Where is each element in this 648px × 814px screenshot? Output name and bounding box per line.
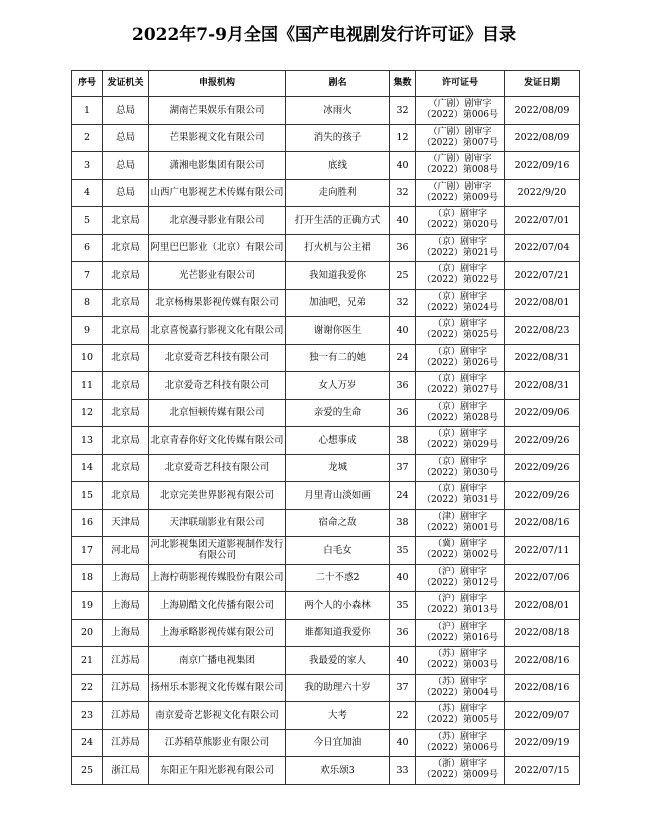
license-line-2: （2022）第020号 <box>421 220 499 231</box>
cell-issuer: 北京局 <box>103 234 149 262</box>
license-table <box>71 70 580 785</box>
license-line-2: （2022）第030号 <box>421 467 499 478</box>
cell-no: 13 <box>72 427 103 455</box>
table-row <box>72 619 580 647</box>
cell-license <box>416 757 505 785</box>
license-line-1: （广剧）剧审字 <box>428 181 492 192</box>
cell-no: 8 <box>72 289 103 317</box>
cell-license <box>416 647 505 675</box>
cell-drama: 我知道我爱你 <box>286 262 390 290</box>
cell-drama: 月里青山淡如画 <box>286 482 390 510</box>
cell-no: 9 <box>72 317 103 345</box>
cell-no: 17 <box>72 537 103 565</box>
cell-org: 北京爱奇艺科技有限公司 <box>149 454 286 482</box>
cell-drama: 谢谢你医生 <box>286 317 390 345</box>
license-line-2: （2022）第021号 <box>421 247 499 258</box>
cell-issuer: 上海局 <box>103 619 149 647</box>
license-line-1: （京）剧审字 <box>432 264 487 275</box>
cell-episodes: 35 <box>390 592 416 620</box>
cell-no: 19 <box>72 592 103 620</box>
cell-org: 天津联瑞影业有限公司 <box>149 509 286 537</box>
cell-episodes: 40 <box>390 564 416 592</box>
table-row <box>72 344 580 372</box>
table-row <box>72 179 580 207</box>
cell-episodes: 37 <box>390 454 416 482</box>
cell-issuer: 北京局 <box>103 262 149 290</box>
cell-org: 阿里巴巴影业（北京）有限公司 <box>149 234 286 262</box>
license-line-2: （2022）第004号 <box>421 687 499 698</box>
cell-date: 2022/09/26 <box>505 454 580 482</box>
cell-date: 2022/08/01 <box>505 289 580 317</box>
cell-no: 11 <box>72 372 103 400</box>
cell-date: 2022/09/26 <box>505 427 580 455</box>
cell-drama: 冰雨火 <box>286 97 390 125</box>
cell-org: 南京爱奇艺影视文化有限公司 <box>149 702 286 730</box>
cell-license <box>416 674 505 702</box>
cell-org: 东阳正午阳光影视有限公司 <box>149 757 286 785</box>
cell-license <box>416 152 505 180</box>
license-line-1: （广剧）剧审字 <box>428 99 492 110</box>
cell-issuer: 江苏局 <box>103 729 149 757</box>
cell-drama: 女人万岁 <box>286 372 390 400</box>
cell-license <box>416 454 505 482</box>
header-no: 序号 <box>72 71 103 97</box>
cell-org: 南京广播电视集团 <box>149 647 286 675</box>
cell-org: 芒果影视文化有限公司 <box>149 124 286 152</box>
license-line-2: （2022）第006号 <box>421 110 499 121</box>
cell-org: 河北影视集团天道影视制作发行有限公司 <box>149 537 286 565</box>
cell-drama: 我最爱的家人 <box>286 647 390 675</box>
table-row <box>72 124 580 152</box>
license-line-1: （京）剧审字 <box>432 346 487 357</box>
cell-issuer: 北京局 <box>103 482 149 510</box>
cell-issuer: 总局 <box>103 152 149 180</box>
header-license: 许可证号 <box>416 71 505 97</box>
cell-no: 21 <box>72 647 103 675</box>
cell-license <box>416 124 505 152</box>
cell-date: 2022/08/31 <box>505 344 580 372</box>
license-line-2: （2022）第006号 <box>421 742 499 753</box>
table-row <box>72 97 580 125</box>
cell-org: 湖南芒果娱乐有限公司 <box>149 97 286 125</box>
cell-drama: 欢乐颂3 <box>286 757 390 785</box>
cell-issuer: 上海局 <box>103 564 149 592</box>
header-episodes: 集数 <box>390 71 416 97</box>
cell-date: 2022/09/19 <box>505 729 580 757</box>
cell-no: 24 <box>72 729 103 757</box>
license-line-2: （2022）第008号 <box>421 165 499 176</box>
cell-episodes: 40 <box>390 729 416 757</box>
table-row <box>72 399 580 427</box>
license-line-1: （沪）剧审字 <box>432 566 487 577</box>
cell-date: 2022/09/07 <box>505 702 580 730</box>
cell-org: 上海剧酷文化传播有限公司 <box>149 592 286 620</box>
cell-issuer: 北京局 <box>103 344 149 372</box>
license-line-1: （京）剧审字 <box>432 374 487 385</box>
cell-episodes: 32 <box>390 97 416 125</box>
cell-episodes: 22 <box>390 702 416 730</box>
cell-org: 北京杨梅果影视传媒有限公司 <box>149 289 286 317</box>
cell-license <box>416 619 505 647</box>
cell-date: 2022/08/09 <box>505 124 580 152</box>
cell-license <box>416 234 505 262</box>
cell-episodes: 35 <box>390 537 416 565</box>
license-line-1: （京）剧审字 <box>432 429 487 440</box>
cell-drama: 二十不惑2 <box>286 564 390 592</box>
license-line-1: （广剧）剧审字 <box>428 154 492 165</box>
cell-org: 北京爱奇艺科技有限公司 <box>149 372 286 400</box>
cell-no: 6 <box>72 234 103 262</box>
table-row <box>72 564 580 592</box>
license-line-1: （京）剧审字 <box>432 236 487 247</box>
license-line-1: （苏）剧审字 <box>432 676 487 687</box>
cell-issuer: 北京局 <box>103 372 149 400</box>
cell-license <box>416 207 505 235</box>
cell-license <box>416 289 505 317</box>
header-org: 申报机构 <box>149 71 286 97</box>
cell-org: 北京恒顿传媒有限公司 <box>149 399 286 427</box>
table-row <box>72 262 580 290</box>
license-line-1: （京）剧审字 <box>432 209 487 220</box>
cell-issuer: 江苏局 <box>103 702 149 730</box>
table-row <box>72 152 580 180</box>
table-row <box>72 234 580 262</box>
cell-drama: 龙城 <box>286 454 390 482</box>
cell-date: 2022/08/16 <box>505 647 580 675</box>
cell-no: 4 <box>72 179 103 207</box>
cell-drama: 独一有二的她 <box>286 344 390 372</box>
license-line-2: （2022）第027号 <box>421 385 499 396</box>
cell-episodes: 40 <box>390 207 416 235</box>
license-line-2: （2022）第007号 <box>421 137 499 148</box>
header-issuer: 发证机关 <box>103 71 149 97</box>
cell-no: 2 <box>72 124 103 152</box>
table-row <box>72 427 580 455</box>
license-line-2: （2022）第029号 <box>421 440 499 451</box>
cell-no: 18 <box>72 564 103 592</box>
license-line-2: （2022）第031号 <box>421 495 499 506</box>
table-row <box>72 729 580 757</box>
cell-no: 1 <box>72 97 103 125</box>
cell-episodes: 40 <box>390 152 416 180</box>
cell-issuer: 总局 <box>103 124 149 152</box>
cell-issuer: 总局 <box>103 97 149 125</box>
cell-no: 23 <box>72 702 103 730</box>
cell-date: 2022/09/16 <box>505 152 580 180</box>
cell-episodes: 36 <box>390 619 416 647</box>
license-line-2: （2022）第024号 <box>421 302 499 313</box>
cell-drama: 宿命之敌 <box>286 509 390 537</box>
table-row <box>72 454 580 482</box>
cell-date: 2022/08/16 <box>505 509 580 537</box>
page-title: 2022年7-9月全国《国产电视剧发行许可证》目录 <box>131 25 517 45</box>
cell-license <box>416 317 505 345</box>
cell-org: 山西广电影视艺术传媒有限公司 <box>149 179 286 207</box>
license-line-1: （津）剧审字 <box>432 511 487 522</box>
cell-no: 3 <box>72 152 103 180</box>
table-body <box>72 97 580 785</box>
license-line-2: （2022）第025号 <box>421 330 499 341</box>
cell-no: 25 <box>72 757 103 785</box>
cell-episodes: 25 <box>390 262 416 290</box>
table-row <box>72 537 580 565</box>
license-line-1: （浙）剧审字 <box>432 759 487 770</box>
cell-drama: 亲爱的生命 <box>286 399 390 427</box>
table-row <box>72 317 580 345</box>
cell-org: 北京漫寻影业有限公司 <box>149 207 286 235</box>
cell-license <box>416 179 505 207</box>
cell-drama: 消失的孩子 <box>286 124 390 152</box>
license-line-1: （广剧）剧审字 <box>428 126 492 137</box>
license-line-2: （2022）第001号 <box>421 522 499 533</box>
cell-issuer: 江苏局 <box>103 647 149 675</box>
cell-episodes: 24 <box>390 344 416 372</box>
cell-license <box>416 592 505 620</box>
cell-license <box>416 509 505 537</box>
cell-drama: 白毛女 <box>286 537 390 565</box>
cell-date: 2022/08/31 <box>505 372 580 400</box>
cell-license <box>416 344 505 372</box>
cell-episodes: 32 <box>390 289 416 317</box>
cell-date: 2022/08/09 <box>505 97 580 125</box>
cell-issuer: 江苏局 <box>103 674 149 702</box>
license-line-2: （2022）第005号 <box>421 715 499 726</box>
table-row <box>72 757 580 785</box>
cell-issuer: 北京局 <box>103 317 149 345</box>
cell-date: 2022/07/11 <box>505 537 580 565</box>
cell-date: 2022/08/18 <box>505 619 580 647</box>
cell-date: 2022/07/15 <box>505 757 580 785</box>
license-line-2: （2022）第022号 <box>421 275 499 286</box>
license-line-1: （京）剧审字 <box>432 401 487 412</box>
table-row <box>72 592 580 620</box>
cell-issuer: 总局 <box>103 179 149 207</box>
license-line-1: （苏）剧审字 <box>432 731 487 742</box>
table-row <box>72 207 580 235</box>
cell-drama: 两个人的小森林 <box>286 592 390 620</box>
cell-issuer: 北京局 <box>103 399 149 427</box>
cell-drama: 我的助理六十岁 <box>286 674 390 702</box>
header-date: 发证日期 <box>505 71 580 97</box>
cell-episodes: 36 <box>390 234 416 262</box>
header-drama: 剧名 <box>286 71 390 97</box>
cell-date: 2022/07/06 <box>505 564 580 592</box>
cell-date: 2022/09/06 <box>505 399 580 427</box>
cell-episodes: 40 <box>390 317 416 345</box>
cell-org: 北京完美世界影视有限公司 <box>149 482 286 510</box>
license-line-2: （2022）第026号 <box>421 357 499 368</box>
cell-episodes: 38 <box>390 509 416 537</box>
cell-org: 光芒影业有限公司 <box>149 262 286 290</box>
cell-drama: 底线 <box>286 152 390 180</box>
cell-episodes: 38 <box>390 427 416 455</box>
cell-license <box>416 97 505 125</box>
cell-drama: 打开生活的正确方式 <box>286 207 390 235</box>
cell-org: 北京喜悦嘉行影视文化有限公司 <box>149 317 286 345</box>
cell-date: 2022/08/01 <box>505 592 580 620</box>
license-line-1: （京）剧审字 <box>432 319 487 330</box>
license-line-1: （京）剧审字 <box>432 456 487 467</box>
license-line-2: （2022）第028号 <box>421 412 499 423</box>
cell-no: 14 <box>72 454 103 482</box>
cell-license <box>416 372 505 400</box>
cell-episodes: 36 <box>390 372 416 400</box>
cell-org: 潇湘电影集团有限公司 <box>149 152 286 180</box>
cell-issuer: 浙江局 <box>103 757 149 785</box>
cell-org: 扬州乐本影视文化传媒有限公司 <box>149 674 286 702</box>
cell-drama: 走向胜利 <box>286 179 390 207</box>
table-row <box>72 509 580 537</box>
table-row <box>72 647 580 675</box>
cell-episodes: 12 <box>390 124 416 152</box>
table-row <box>72 482 580 510</box>
license-line-2: （2022）第003号 <box>421 660 499 671</box>
cell-issuer: 北京局 <box>103 454 149 482</box>
cell-no: 12 <box>72 399 103 427</box>
table-row <box>72 674 580 702</box>
cell-date: 2022/08/23 <box>505 317 580 345</box>
license-line-1: （苏）剧审字 <box>432 649 487 660</box>
cell-issuer: 河北局 <box>103 537 149 565</box>
cell-date: 2022/07/01 <box>505 207 580 235</box>
cell-date: 2022/08/16 <box>505 674 580 702</box>
license-line-2: （2022）第009号 <box>421 192 499 203</box>
cell-drama: 心想事成 <box>286 427 390 455</box>
table-row <box>72 372 580 400</box>
cell-date: 2022/9/20 <box>505 179 580 207</box>
cell-license <box>416 482 505 510</box>
cell-issuer: 天津局 <box>103 509 149 537</box>
cell-no: 10 <box>72 344 103 372</box>
cell-issuer: 上海局 <box>103 592 149 620</box>
cell-license <box>416 729 505 757</box>
cell-no: 22 <box>72 674 103 702</box>
table-row <box>72 702 580 730</box>
cell-no: 20 <box>72 619 103 647</box>
cell-drama: 谁都知道我爱你 <box>286 619 390 647</box>
cell-date: 2022/09/26 <box>505 482 580 510</box>
cell-episodes: 24 <box>390 482 416 510</box>
cell-episodes: 37 <box>390 674 416 702</box>
cell-license <box>416 702 505 730</box>
cell-episodes: 40 <box>390 647 416 675</box>
license-line-2: （2022）第013号 <box>421 605 499 616</box>
cell-license <box>416 564 505 592</box>
cell-drama: 今日宜加油 <box>286 729 390 757</box>
license-line-1: （京）剧审字 <box>432 484 487 495</box>
cell-drama: 加油吧，兄弟 <box>286 289 390 317</box>
cell-license <box>416 537 505 565</box>
cell-org: 北京爱奇艺科技有限公司 <box>149 344 286 372</box>
cell-drama: 大考 <box>286 702 390 730</box>
cell-episodes: 32 <box>390 179 416 207</box>
cell-issuer: 北京局 <box>103 427 149 455</box>
cell-license <box>416 427 505 455</box>
cell-org: 江苏稻草熊影业有限公司 <box>149 729 286 757</box>
cell-episodes: 33 <box>390 757 416 785</box>
license-line-2: （2022）第009号 <box>421 770 499 781</box>
license-line-2: （2022）第012号 <box>421 577 499 588</box>
cell-drama: 打火机与公主裙 <box>286 234 390 262</box>
license-line-1: （沪）剧审字 <box>432 621 487 632</box>
cell-license <box>416 399 505 427</box>
license-line-1: （冀）剧审字 <box>432 539 487 550</box>
cell-org: 上海承略影视传媒有限公司 <box>149 619 286 647</box>
license-line-1: （沪）剧审字 <box>432 594 487 605</box>
table-header-row <box>72 71 580 97</box>
cell-org: 北京青春你好文化传媒有限公司 <box>149 427 286 455</box>
license-line-2: （2022）第002号 <box>421 550 499 561</box>
table-row <box>72 289 580 317</box>
cell-no: 7 <box>72 262 103 290</box>
license-line-1: （京）剧审字 <box>432 291 487 302</box>
cell-issuer: 北京局 <box>103 289 149 317</box>
cell-org: 上海柠萌影视传媒股份有限公司 <box>149 564 286 592</box>
license-line-1: （苏）剧审字 <box>432 704 487 715</box>
cell-date: 2022/07/21 <box>505 262 580 290</box>
cell-episodes: 36 <box>390 399 416 427</box>
cell-issuer: 北京局 <box>103 207 149 235</box>
cell-license <box>416 262 505 290</box>
cell-date: 2022/07/04 <box>505 234 580 262</box>
cell-no: 16 <box>72 509 103 537</box>
cell-no: 5 <box>72 207 103 235</box>
license-line-2: （2022）第016号 <box>421 632 499 643</box>
cell-no: 15 <box>72 482 103 510</box>
